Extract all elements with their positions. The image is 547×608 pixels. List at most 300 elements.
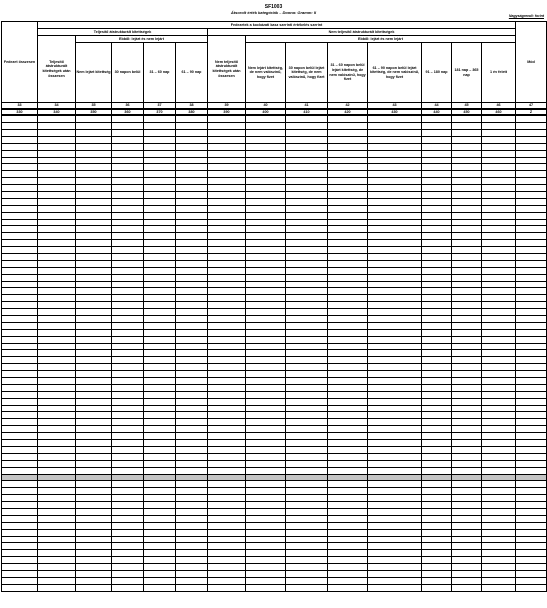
table-cell[interactable] <box>76 205 112 212</box>
table-cell[interactable] <box>516 577 547 584</box>
table-cell[interactable] <box>286 281 328 288</box>
table-cell[interactable] <box>2 522 38 529</box>
table-cell[interactable] <box>38 419 76 426</box>
table-cell[interactable] <box>368 584 422 591</box>
table-cell[interactable] <box>516 191 547 198</box>
table-cell[interactable] <box>246 550 286 557</box>
table-cell[interactable] <box>452 191 482 198</box>
table-cell[interactable] <box>422 198 452 205</box>
table-cell[interactable] <box>482 412 516 419</box>
table-cell[interactable] <box>452 212 482 219</box>
table-cell[interactable] <box>176 143 208 150</box>
table-cell[interactable] <box>246 440 286 447</box>
table-cell[interactable] <box>246 577 286 584</box>
table-cell[interactable] <box>246 564 286 571</box>
table-cell[interactable] <box>144 536 176 543</box>
table-cell[interactable] <box>176 350 208 357</box>
table-cell[interactable] <box>452 584 482 591</box>
table-cell[interactable] <box>328 240 368 247</box>
table-cell[interactable] <box>286 219 328 226</box>
table-cell[interactable] <box>482 557 516 564</box>
table-cell[interactable] <box>422 329 452 336</box>
table-cell[interactable] <box>112 412 144 419</box>
table-cell[interactable] <box>286 453 328 460</box>
table-cell[interactable] <box>176 233 208 240</box>
table-cell[interactable] <box>286 191 328 198</box>
table-cell[interactable] <box>516 164 547 171</box>
table-cell[interactable] <box>368 384 422 391</box>
table-cell[interactable] <box>208 481 246 488</box>
table-cell[interactable] <box>176 398 208 405</box>
table-cell[interactable] <box>286 322 328 329</box>
table-cell[interactable] <box>328 508 368 515</box>
table-cell[interactable] <box>176 433 208 440</box>
table-cell[interactable] <box>482 322 516 329</box>
table-cell[interactable] <box>112 474 144 481</box>
table-cell[interactable] <box>328 433 368 440</box>
table-cell[interactable] <box>2 267 38 274</box>
table-cell[interactable] <box>112 295 144 302</box>
table-cell[interactable] <box>328 295 368 302</box>
table-cell[interactable] <box>422 495 452 502</box>
table-cell[interactable] <box>368 254 422 261</box>
table-cell[interactable] <box>516 378 547 385</box>
table-cell[interactable] <box>76 564 112 571</box>
table-cell[interactable] <box>246 171 286 178</box>
table-cell[interactable] <box>328 115 368 122</box>
table-cell[interactable] <box>2 564 38 571</box>
table-cell[interactable] <box>76 288 112 295</box>
table-cell[interactable] <box>2 136 38 143</box>
table-cell[interactable] <box>368 515 422 522</box>
table-cell[interactable] <box>246 488 286 495</box>
table-cell[interactable] <box>176 185 208 192</box>
table-cell[interactable] <box>144 508 176 515</box>
table-cell[interactable] <box>38 550 76 557</box>
table-cell[interactable] <box>76 515 112 522</box>
table-cell[interactable] <box>2 143 38 150</box>
table-cell[interactable] <box>208 219 246 226</box>
table-cell[interactable] <box>2 247 38 254</box>
table-cell[interactable] <box>422 502 452 509</box>
table-cell[interactable] <box>328 157 368 164</box>
table-cell[interactable] <box>516 419 547 426</box>
table-cell[interactable] <box>246 205 286 212</box>
table-cell[interactable] <box>144 247 176 254</box>
table-cell[interactable] <box>112 557 144 564</box>
table-cell[interactable] <box>286 316 328 323</box>
table-cell[interactable] <box>286 384 328 391</box>
table-cell[interactable] <box>516 446 547 453</box>
table-cell[interactable] <box>112 302 144 309</box>
table-cell[interactable] <box>208 191 246 198</box>
table-cell[interactable] <box>422 123 452 130</box>
table-cell[interactable] <box>246 254 286 261</box>
table-cell[interactable] <box>516 247 547 254</box>
table-cell[interactable] <box>368 240 422 247</box>
table-cell[interactable] <box>422 336 452 343</box>
table-cell[interactable] <box>2 115 38 122</box>
table-cell[interactable] <box>246 309 286 316</box>
table-cell[interactable] <box>38 322 76 329</box>
table-cell[interactable] <box>38 115 76 122</box>
table-cell[interactable] <box>76 295 112 302</box>
table-cell[interactable] <box>76 136 112 143</box>
table-cell[interactable] <box>286 391 328 398</box>
table-cell[interactable] <box>516 233 547 240</box>
table-cell[interactable] <box>452 564 482 571</box>
table-cell[interactable] <box>76 198 112 205</box>
table-cell[interactable] <box>144 240 176 247</box>
table-cell[interactable] <box>76 453 112 460</box>
table-cell[interactable] <box>112 515 144 522</box>
table-cell[interactable] <box>176 150 208 157</box>
table-cell[interactable] <box>2 446 38 453</box>
table-cell[interactable] <box>176 198 208 205</box>
table-cell[interactable] <box>2 185 38 192</box>
table-cell[interactable] <box>286 129 328 136</box>
table-cell[interactable] <box>38 212 76 219</box>
table-cell[interactable] <box>76 185 112 192</box>
table-cell[interactable] <box>286 240 328 247</box>
table-cell[interactable] <box>112 543 144 550</box>
table-cell[interactable] <box>286 302 328 309</box>
table-cell[interactable] <box>246 115 286 122</box>
table-cell[interactable] <box>516 570 547 577</box>
table-cell[interactable] <box>76 364 112 371</box>
table-cell[interactable] <box>452 433 482 440</box>
table-cell[interactable] <box>144 446 176 453</box>
table-cell[interactable] <box>176 336 208 343</box>
table-cell[interactable] <box>286 474 328 481</box>
table-cell[interactable] <box>516 302 547 309</box>
table-cell[interactable] <box>422 446 452 453</box>
table-cell[interactable] <box>422 343 452 350</box>
table-cell[interactable] <box>176 543 208 550</box>
table-cell[interactable] <box>2 536 38 543</box>
table-cell[interactable] <box>368 474 422 481</box>
table-cell[interactable] <box>452 316 482 323</box>
table-cell[interactable] <box>368 460 422 467</box>
table-cell[interactable] <box>2 453 38 460</box>
table-cell[interactable] <box>422 557 452 564</box>
table-cell[interactable] <box>144 453 176 460</box>
table-cell[interactable] <box>328 281 368 288</box>
table-cell[interactable] <box>368 577 422 584</box>
table-cell[interactable] <box>38 467 76 474</box>
table-cell[interactable] <box>516 115 547 122</box>
table-cell[interactable] <box>452 446 482 453</box>
table-cell[interactable] <box>246 378 286 385</box>
table-cell[interactable] <box>286 343 328 350</box>
table-cell[interactable] <box>246 129 286 136</box>
table-cell[interactable] <box>76 274 112 281</box>
table-cell[interactable] <box>452 364 482 371</box>
table-cell[interactable] <box>328 350 368 357</box>
table-cell[interactable] <box>516 350 547 357</box>
table-cell[interactable] <box>482 302 516 309</box>
table-cell[interactable] <box>452 302 482 309</box>
table-cell[interactable] <box>452 543 482 550</box>
table-cell[interactable] <box>176 460 208 467</box>
table-cell[interactable] <box>286 584 328 591</box>
table-cell[interactable] <box>76 329 112 336</box>
table-cell[interactable] <box>328 219 368 226</box>
table-cell[interactable] <box>516 371 547 378</box>
table-cell[interactable] <box>208 515 246 522</box>
table-cell[interactable] <box>2 309 38 316</box>
table-cell[interactable] <box>368 543 422 550</box>
table-cell[interactable] <box>422 185 452 192</box>
table-cell[interactable] <box>422 426 452 433</box>
table-cell[interactable] <box>2 467 38 474</box>
table-cell[interactable] <box>368 405 422 412</box>
table-cell[interactable] <box>422 488 452 495</box>
table-cell[interactable] <box>328 164 368 171</box>
table-cell[interactable] <box>452 508 482 515</box>
table-cell[interactable] <box>76 316 112 323</box>
table-cell[interactable] <box>482 371 516 378</box>
table-cell[interactable] <box>246 433 286 440</box>
table-cell[interactable] <box>208 205 246 212</box>
table-cell[interactable] <box>516 529 547 536</box>
table-cell[interactable] <box>516 412 547 419</box>
table-cell[interactable] <box>144 136 176 143</box>
table-cell[interactable] <box>286 309 328 316</box>
table-cell[interactable] <box>176 302 208 309</box>
table-cell[interactable] <box>452 453 482 460</box>
table-cell[interactable] <box>144 123 176 130</box>
table-cell[interactable] <box>112 247 144 254</box>
table-cell[interactable] <box>368 488 422 495</box>
table-cell[interactable] <box>38 433 76 440</box>
table-cell[interactable] <box>2 412 38 419</box>
table-cell[interactable] <box>452 405 482 412</box>
table-cell[interactable] <box>328 391 368 398</box>
table-cell[interactable] <box>328 247 368 254</box>
table-cell[interactable] <box>422 205 452 212</box>
table-cell[interactable] <box>482 191 516 198</box>
table-cell[interactable] <box>422 143 452 150</box>
table-cell[interactable] <box>422 226 452 233</box>
table-cell[interactable] <box>286 150 328 157</box>
table-cell[interactable] <box>176 281 208 288</box>
table-cell[interactable] <box>368 371 422 378</box>
table-cell[interactable] <box>38 384 76 391</box>
table-cell[interactable] <box>2 157 38 164</box>
table-cell[interactable] <box>286 398 328 405</box>
table-cell[interactable] <box>38 240 76 247</box>
table-cell[interactable] <box>112 536 144 543</box>
table-cell[interactable] <box>38 371 76 378</box>
table-cell[interactable] <box>246 274 286 281</box>
table-cell[interactable] <box>246 508 286 515</box>
table-cell[interactable] <box>38 577 76 584</box>
table-cell[interactable] <box>482 267 516 274</box>
table-cell[interactable] <box>516 508 547 515</box>
table-cell[interactable] <box>482 495 516 502</box>
table-cell[interactable] <box>422 543 452 550</box>
table-cell[interactable] <box>516 260 547 267</box>
table-cell[interactable] <box>176 309 208 316</box>
table-cell[interactable] <box>246 302 286 309</box>
table-cell[interactable] <box>176 267 208 274</box>
table-cell[interactable] <box>176 371 208 378</box>
table-cell[interactable] <box>208 357 246 364</box>
table-cell[interactable] <box>482 460 516 467</box>
table-cell[interactable] <box>176 316 208 323</box>
table-cell[interactable] <box>246 136 286 143</box>
table-cell[interactable] <box>2 240 38 247</box>
table-cell[interactable] <box>112 240 144 247</box>
table-cell[interactable] <box>516 440 547 447</box>
table-cell[interactable] <box>422 191 452 198</box>
table-cell[interactable] <box>144 584 176 591</box>
table-cell[interactable] <box>368 171 422 178</box>
table-cell[interactable] <box>482 398 516 405</box>
table-cell[interactable] <box>144 412 176 419</box>
table-cell[interactable] <box>112 529 144 536</box>
table-cell[interactable] <box>246 584 286 591</box>
table-cell[interactable] <box>286 247 328 254</box>
table-cell[interactable] <box>516 150 547 157</box>
table-cell[interactable] <box>368 295 422 302</box>
table-cell[interactable] <box>208 405 246 412</box>
table-cell[interactable] <box>176 157 208 164</box>
table-cell[interactable] <box>176 453 208 460</box>
table-cell[interactable] <box>76 309 112 316</box>
table-cell[interactable] <box>482 233 516 240</box>
table-cell[interactable] <box>2 543 38 550</box>
table-cell[interactable] <box>112 226 144 233</box>
table-cell[interactable] <box>452 419 482 426</box>
table-cell[interactable] <box>452 467 482 474</box>
table-cell[interactable] <box>38 570 76 577</box>
table-cell[interactable] <box>286 419 328 426</box>
table-cell[interactable] <box>422 136 452 143</box>
table-cell[interactable] <box>144 322 176 329</box>
table-cell[interactable] <box>208 419 246 426</box>
table-cell[interactable] <box>208 136 246 143</box>
table-cell[interactable] <box>38 350 76 357</box>
table-cell[interactable] <box>516 171 547 178</box>
table-cell[interactable] <box>112 178 144 185</box>
table-cell[interactable] <box>2 178 38 185</box>
table-cell[interactable] <box>516 474 547 481</box>
table-cell[interactable] <box>176 205 208 212</box>
table-cell[interactable] <box>516 460 547 467</box>
table-cell[interactable] <box>208 426 246 433</box>
table-cell[interactable] <box>246 460 286 467</box>
table-cell[interactable] <box>246 281 286 288</box>
table-cell[interactable] <box>208 143 246 150</box>
table-cell[interactable] <box>452 309 482 316</box>
table-cell[interactable] <box>516 343 547 350</box>
table-cell[interactable] <box>422 357 452 364</box>
table-cell[interactable] <box>482 178 516 185</box>
table-cell[interactable] <box>482 364 516 371</box>
table-cell[interactable] <box>76 150 112 157</box>
table-cell[interactable] <box>2 481 38 488</box>
table-cell[interactable] <box>76 522 112 529</box>
table-cell[interactable] <box>482 433 516 440</box>
table-cell[interactable] <box>76 123 112 130</box>
table-cell[interactable] <box>286 564 328 571</box>
table-cell[interactable] <box>144 143 176 150</box>
table-cell[interactable] <box>144 364 176 371</box>
table-cell[interactable] <box>208 529 246 536</box>
table-cell[interactable] <box>246 543 286 550</box>
table-cell[interactable] <box>286 577 328 584</box>
table-cell[interactable] <box>144 371 176 378</box>
table-cell[interactable] <box>328 529 368 536</box>
table-cell[interactable] <box>286 136 328 143</box>
table-cell[interactable] <box>422 240 452 247</box>
table-cell[interactable] <box>516 426 547 433</box>
table-cell[interactable] <box>516 240 547 247</box>
table-cell[interactable] <box>144 564 176 571</box>
table-cell[interactable] <box>286 488 328 495</box>
table-cell[interactable] <box>368 440 422 447</box>
table-cell[interactable] <box>328 488 368 495</box>
table-cell[interactable] <box>144 433 176 440</box>
table-cell[interactable] <box>38 405 76 412</box>
table-cell[interactable] <box>482 274 516 281</box>
table-cell[interactable] <box>2 212 38 219</box>
table-cell[interactable] <box>422 247 452 254</box>
table-cell[interactable] <box>368 136 422 143</box>
table-cell[interactable] <box>452 371 482 378</box>
table-cell[interactable] <box>208 185 246 192</box>
table-cell[interactable] <box>176 254 208 261</box>
table-cell[interactable] <box>144 522 176 529</box>
table-cell[interactable] <box>112 384 144 391</box>
table-cell[interactable] <box>516 316 547 323</box>
table-cell[interactable] <box>246 474 286 481</box>
table-cell[interactable] <box>2 488 38 495</box>
table-cell[interactable] <box>368 260 422 267</box>
table-cell[interactable] <box>246 384 286 391</box>
table-cell[interactable] <box>144 302 176 309</box>
table-cell[interactable] <box>452 219 482 226</box>
table-cell[interactable] <box>482 584 516 591</box>
table-cell[interactable] <box>452 357 482 364</box>
table-cell[interactable] <box>452 329 482 336</box>
table-cell[interactable] <box>368 129 422 136</box>
table-cell[interactable] <box>208 336 246 343</box>
table-cell[interactable] <box>368 357 422 364</box>
table-cell[interactable] <box>422 309 452 316</box>
table-cell[interactable] <box>38 316 76 323</box>
table-cell[interactable] <box>112 336 144 343</box>
table-cell[interactable] <box>286 357 328 364</box>
table-cell[interactable] <box>2 550 38 557</box>
table-cell[interactable] <box>286 536 328 543</box>
table-cell[interactable] <box>286 570 328 577</box>
table-cell[interactable] <box>368 316 422 323</box>
table-cell[interactable] <box>76 219 112 226</box>
table-cell[interactable] <box>38 281 76 288</box>
table-cell[interactable] <box>328 260 368 267</box>
table-cell[interactable] <box>368 288 422 295</box>
table-cell[interactable] <box>328 570 368 577</box>
table-cell[interactable] <box>516 522 547 529</box>
table-cell[interactable] <box>38 254 76 261</box>
table-cell[interactable] <box>38 329 76 336</box>
table-cell[interactable] <box>368 123 422 130</box>
table-cell[interactable] <box>112 446 144 453</box>
table-cell[interactable] <box>112 502 144 509</box>
